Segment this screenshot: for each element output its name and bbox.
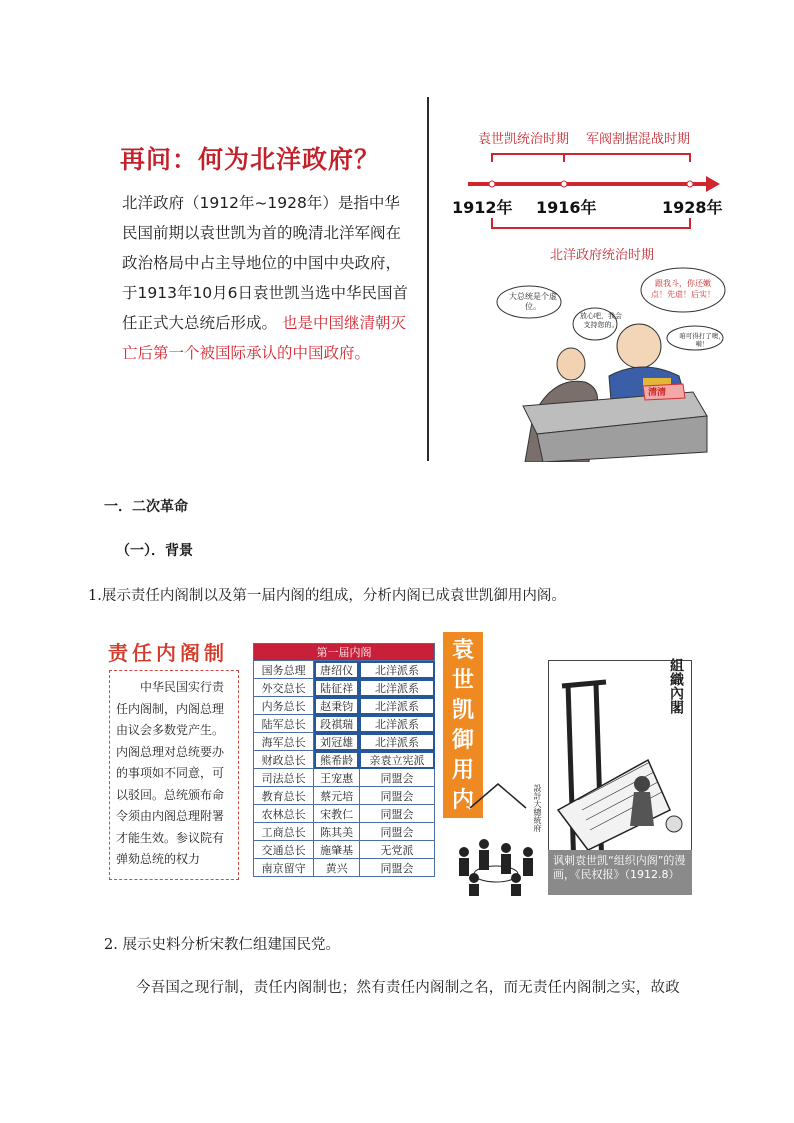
cabinet-member: 王宠惠: [314, 769, 360, 787]
cabinet-post: 农林总长: [254, 805, 314, 823]
cabinet-member: 黄兴: [314, 859, 360, 877]
responsibility-text-first: 中华民国实行责任内阁制，内阁总理由议会多数党产生。: [116, 680, 225, 737]
table-row: [254, 787, 435, 805]
responsibility-title: 责任内阁制: [108, 641, 228, 665]
table-row: [254, 769, 435, 787]
slide-divider: [427, 97, 429, 461]
bracket-yuan: [492, 154, 564, 162]
slide-title: 再问：何为北洋政府？: [120, 145, 381, 174]
cabinet-post: 国务总理: [254, 661, 314, 679]
table-row: [254, 841, 435, 859]
bracket-all: [492, 218, 690, 228]
cabinet-member: 段祺瑞: [314, 715, 360, 733]
cabinet-member: 陈其美: [314, 823, 360, 841]
cabinet-post: 南京留守: [254, 859, 314, 877]
banner-char: 袁: [451, 638, 474, 663]
year-1916: 1916年: [536, 198, 597, 217]
paragraph-2: 2. 展示史料分析宋教仁组建国民党。: [104, 937, 340, 953]
cabinet-faction: 同盟会: [359, 805, 434, 823]
table-row: [254, 751, 435, 769]
comic-sign: 組織內閣: [668, 658, 684, 714]
crowd-sign: 設計大總統府: [533, 784, 542, 832]
cabinet-faction: 同盟会: [359, 787, 434, 805]
label-warlord-period: 军阀割据混战时期: [586, 132, 691, 147]
table-row: [254, 805, 435, 823]
year-1928: 1928年: [662, 198, 723, 217]
paragraph-3: 今吾国之现行制，责任内阁制也；然有责任内阁制之名，而无责任内阁制之实，故政: [136, 980, 680, 996]
box-label: 清清: [648, 388, 667, 398]
first-cabinet-table: [253, 643, 435, 877]
responsibility-text-box: [109, 670, 239, 880]
banner-char: 世: [451, 668, 474, 693]
table-title: 第一届内阁: [254, 644, 435, 661]
marker-1928: [687, 181, 693, 187]
table-row: [254, 661, 435, 679]
bubble-hit: 咱可得打了噢，嗬！: [679, 332, 725, 348]
banner-char: 内: [451, 788, 474, 813]
paragraph-1: 1.展示责任内阁制以及第一届内阁的组成，分析内阁已成袁世凯御用内阁。: [88, 588, 566, 604]
cabinet-member: 唐绍仪: [314, 661, 360, 679]
section-heading: 一．二次革命: [104, 499, 188, 515]
cabinet-faction: 北洋派系: [359, 733, 434, 751]
cabinet-post: 外交总长: [254, 679, 314, 697]
banner-char: 用: [451, 758, 474, 783]
bracket-warlord: [564, 154, 690, 162]
cabinet-faction: 北洋派系: [359, 679, 434, 697]
table-row: [254, 859, 435, 877]
cabinet-faction: 同盟会: [359, 823, 434, 841]
cabinet-faction: 北洋派系: [359, 661, 434, 679]
label-beiyang-period: 北洋政府统治时期: [550, 248, 655, 263]
slide-paragraph-highlight: 也是中国继清朝灭亡后第一个被国际承认的中国政府。: [122, 314, 406, 362]
cabinet-faction: 北洋派系: [359, 715, 434, 733]
table-row: [254, 715, 435, 733]
table-row: [254, 679, 435, 697]
table-row: [254, 733, 435, 751]
timeline-arrow-head: [706, 176, 720, 192]
comic-caption: 讽刺袁世凯“组织内阁”的漫画，《民权报》（1912.8）: [548, 850, 692, 895]
cabinet-faction: 亲袁立宪派: [359, 751, 434, 769]
cabinet-faction: 同盟会: [359, 859, 434, 877]
cabinet-member: 刘冠雄: [314, 733, 360, 751]
cabinet-member: 宋教仁: [314, 805, 360, 823]
cabinet-post: 海军总长: [254, 733, 314, 751]
cabinet-post: 陆军总长: [254, 715, 314, 733]
cabinet-member: 熊希龄: [314, 751, 360, 769]
cabinet-member: 施肇基: [314, 841, 360, 859]
bubble-fight: 跟我斗，你还嫩点！先虐！后实！: [651, 279, 715, 299]
cabinet-post: 财政总长: [254, 751, 314, 769]
responsibility-text-rest: 内阁总理对总统要办的事项如不同意，可以驳回。总统颁布命令须由内阁总理附署才能生效。参议院有弹劾总统的权力: [116, 744, 225, 866]
cabinet-post: 内务总长: [254, 697, 314, 715]
table-row: [254, 823, 435, 841]
cabinet-faction: 无党派: [359, 841, 434, 859]
bubble-president: 大总统是个虚位。: [509, 292, 557, 311]
cabinet-faction: 北洋派系: [359, 697, 434, 715]
marker-1912: [489, 181, 495, 187]
cabinet-faction: 同盟会: [359, 769, 434, 787]
slide-paragraph: [122, 188, 412, 368]
year-1912: 1912年: [452, 198, 513, 217]
subsection-heading: （一）．背景: [116, 543, 193, 559]
label-yuan-period: 袁世凯统治时期: [478, 132, 570, 147]
slide-paragraph-main: 北洋政府（1912年~1928年）是指中华民国前期以袁世凯为首的晚清北洋军阀在政治格局中占主导地位的中国中央政府，于1913年10月6日袁世凯当选中华民国首任正式大总统后形成。: [122, 194, 409, 332]
cabinet-post: 交通总长: [254, 841, 314, 859]
cabinet-member: 赵秉钧: [314, 697, 360, 715]
banner-char: 御: [451, 728, 474, 753]
cabinet-post: 司法总长: [254, 769, 314, 787]
table-row: [254, 697, 435, 715]
cabinet-member: 陆征祥: [314, 679, 360, 697]
cabinet-post: 教育总长: [254, 787, 314, 805]
bubble-support: 放心吧，我会支持您的。: [580, 312, 622, 329]
cabinet-member: 蔡元培: [314, 787, 360, 805]
banner-char: 凯: [451, 698, 474, 723]
marker-1916: [561, 181, 567, 187]
cabinet-post: 工商总长: [254, 823, 314, 841]
